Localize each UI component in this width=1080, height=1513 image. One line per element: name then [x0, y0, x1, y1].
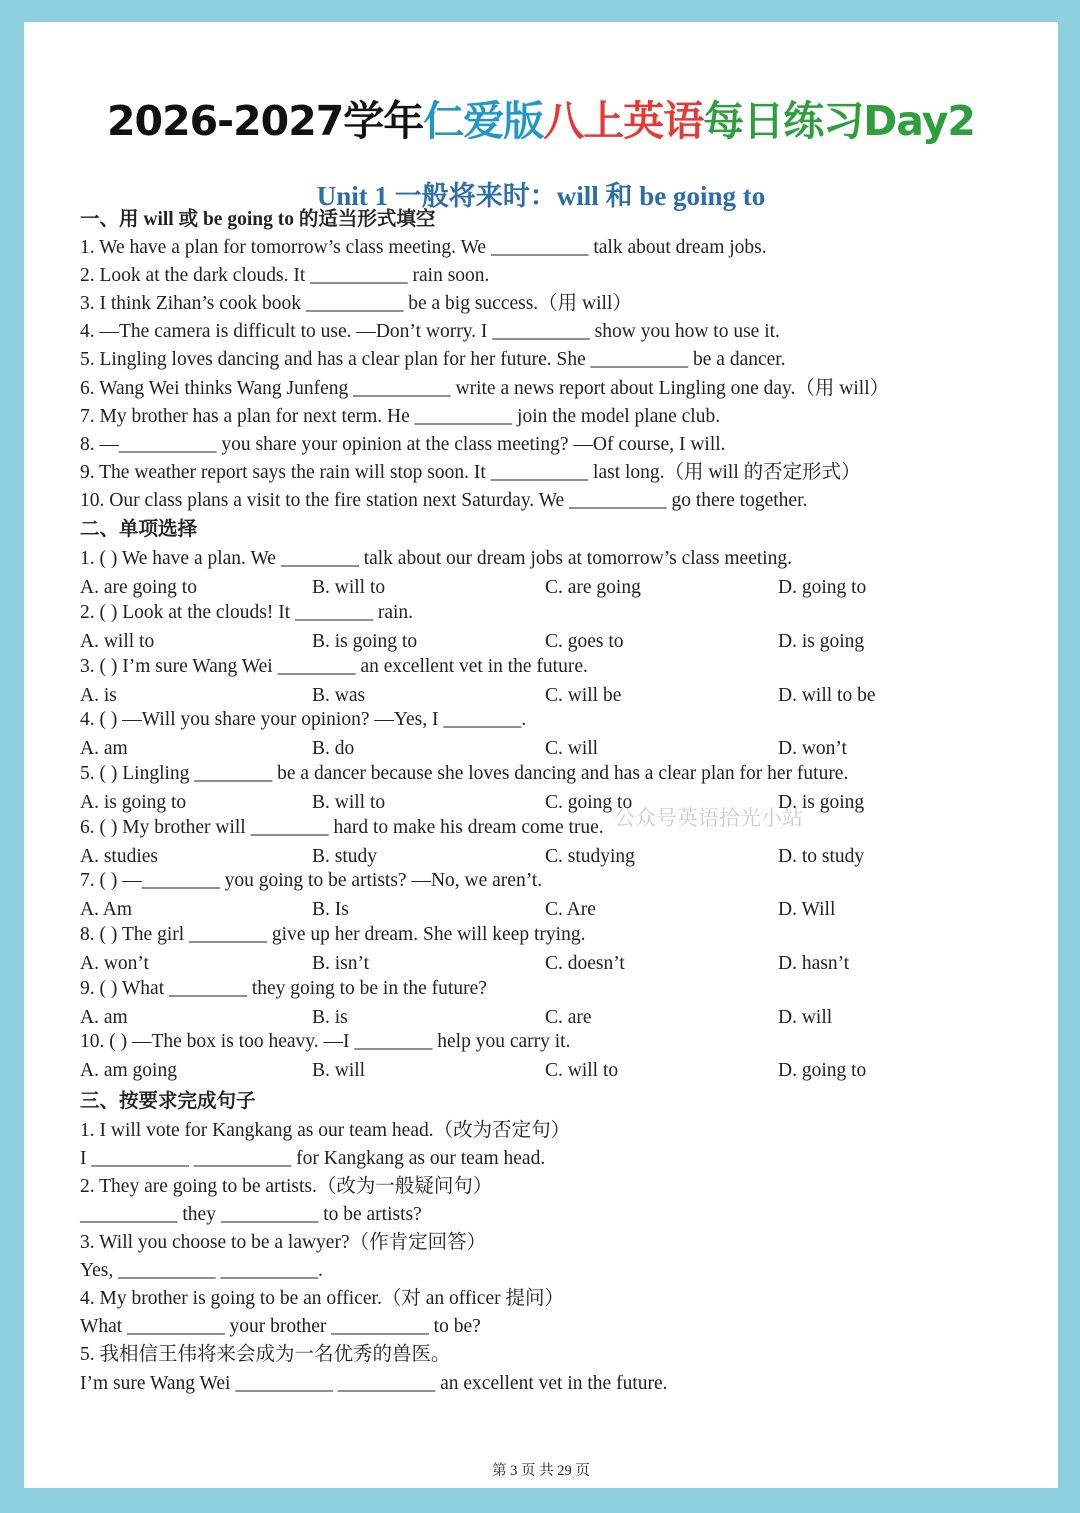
choice-option: A. am going [80, 1060, 177, 1081]
choice-option: C. will to [545, 1060, 619, 1081]
fill-blank-item: 4. —The camera is difficult to use. —Don’t worry. I __________ show you how to use it. [80, 321, 780, 342]
choice-option: B. study [312, 846, 378, 867]
choice-question: 2. ( ) Look at the clouds! It ________ rain. [80, 602, 414, 623]
choice-option: B. will to [312, 577, 386, 598]
choice-option: B. will to [312, 792, 386, 813]
choice-question: 9. ( ) What ________ they going to be in the future? [80, 978, 487, 999]
choice-option: C. Are [545, 899, 596, 920]
choice-option: D. Will [778, 899, 836, 920]
choice-option: D. is going [778, 631, 865, 652]
choice-option: A. am [80, 1007, 128, 1028]
choice-option: C. will be [545, 685, 622, 706]
title-subject: 八上英语 [543, 97, 704, 145]
choice-question: 3. ( ) I’m sure Wang Wei ________ an excellent vet in the future. [80, 656, 588, 677]
sentence-task-line: What __________ your brother __________ to be? [80, 1316, 481, 1337]
choice-option: A. won’t [80, 953, 149, 974]
fill-blank-item: 9. The weather report says the rain will stop soon. It __________ last long.（用 will 的否定形式） [80, 462, 861, 483]
page-footer: 第 3 页 共 29 页 [492, 1463, 590, 1479]
choice-option: A. will to [80, 631, 155, 652]
choice-option: C. doesn’t [545, 953, 625, 974]
choice-option: D. to study [778, 846, 865, 867]
choice-option: A. are going to [80, 577, 197, 598]
section-heading: 一、用 will 或 be going to 的适当形式填空 [80, 209, 436, 230]
choice-option: D. won’t [778, 738, 847, 759]
sentence-task-line: I __________ __________ for Kangkang as our team head. [80, 1148, 546, 1169]
choice-option: D. going to [778, 1060, 867, 1081]
sentence-task-line: 3. Will you choose to be a lawyer?（作肯定回答） [80, 1232, 487, 1253]
choice-option: B. Is [312, 899, 349, 920]
choice-option: C. are [545, 1007, 592, 1028]
sentence-task-line: 1. I will vote for Kangkang as our team head.（改为否定句） [80, 1120, 571, 1141]
choice-option: A. is going to [80, 792, 187, 813]
sentence-task-line: Yes, __________ __________. [80, 1260, 323, 1281]
sentence-task-line: 2. They are going to be artists.（改为一般疑问句） [80, 1176, 493, 1197]
sentence-task-line: __________ they __________ to be artists? [80, 1204, 422, 1225]
choice-option: C. will [545, 738, 599, 759]
choice-option: C. are going [545, 577, 641, 598]
choice-option: B. is [312, 1007, 348, 1028]
choice-option: B. isn’t [312, 953, 370, 974]
choice-question: 4. ( ) —Will you share your opinion? —Yes, I ________. [80, 709, 527, 730]
fill-blank-item: 3. I think Zihan’s cook book __________ be a big success.（用 will） [80, 293, 632, 314]
section-heading: 二、单项选择 [80, 519, 198, 540]
choice-option: B. do [312, 738, 355, 759]
title-edition: 仁爱版 [423, 97, 544, 145]
sentence-task-line: 5. 我相信王伟将来会成为一名优秀的兽医。 [80, 1344, 451, 1365]
fill-blank-item: 6. Wang Wei thinks Wang Junfeng __________ write a news report about Lingling one day.（用 will） [80, 378, 890, 399]
choice-option: A. studies [80, 846, 158, 867]
choice-option: D. will [778, 1007, 833, 1028]
fill-blank-item: 8. —__________ you share your opinion at the class meeting? —Of course, I will. [80, 434, 726, 455]
fill-blank-item: 7. My brother has a plan for next term. He __________ join the model plane club. [80, 406, 721, 427]
fill-blank-item: 1. We have a plan for tomorrow’s class meeting. We __________ talk about dream jobs. [80, 237, 767, 258]
choice-option: B. will [312, 1060, 366, 1081]
section-heading: 三、按要求完成句子 [80, 1091, 256, 1112]
watermark: 公众号英语拾光小站 [614, 806, 803, 830]
choice-question: 5. ( ) Lingling ________ be a dancer because she loves dancing and has a clear plan for her future. [80, 763, 849, 784]
choice-question: 6. ( ) My brother will ________ hard to make his dream come true. [80, 817, 604, 838]
title-year: 2026-2027学年 [107, 97, 424, 145]
choice-option: C. going to [545, 792, 633, 813]
choice-option: C. goes to [545, 631, 624, 652]
sentence-task-line: I’m sure Wang Wei __________ __________ an excellent vet in the future. [80, 1373, 668, 1394]
choice-option: A. am [80, 738, 128, 759]
choice-option: D. will to be [778, 685, 876, 706]
choice-option: D. going to [778, 577, 867, 598]
fill-blank-item: 5. Lingling loves dancing and has a clear plan for her future. She __________ be a dancer. [80, 349, 786, 370]
choice-option: A. Am [80, 899, 133, 920]
fill-blank-item: 10. Our class plans a visit to the fire station next Saturday. We __________ go there together. [80, 490, 808, 511]
main-title [24, 88, 1058, 147]
choice-question: 7. ( ) —________ you going to be artists? —No, we aren’t. [80, 870, 543, 891]
choice-option: D. hasn’t [778, 953, 850, 974]
fill-blank-item: 2. Look at the dark clouds. It __________ rain soon. [80, 265, 490, 286]
worksheet-page [24, 22, 1058, 1488]
unit-subtitle: Unit 1 一般将来时：will 和 be going to [316, 181, 766, 211]
choice-option: D. is going [778, 792, 865, 813]
choice-option: A. is [80, 685, 117, 706]
choice-question: 1. ( ) We have a plan. We ________ talk about our dream jobs at tomorrow’s class meeting. [80, 548, 793, 569]
choice-question: 10. ( ) —The box is too heavy. —I ________ help you carry it. [80, 1031, 571, 1052]
sentence-task-line: 4. My brother is going to be an officer.（对 an officer 提问） [80, 1288, 564, 1309]
choice-option: B. is going to [312, 631, 418, 652]
choice-question: 8. ( ) The girl ________ give up her dream. She will keep trying. [80, 924, 586, 945]
title-day: 每日练习Day2 [703, 97, 975, 145]
choice-option: C. studying [545, 846, 635, 867]
choice-option: B. was [312, 685, 366, 706]
